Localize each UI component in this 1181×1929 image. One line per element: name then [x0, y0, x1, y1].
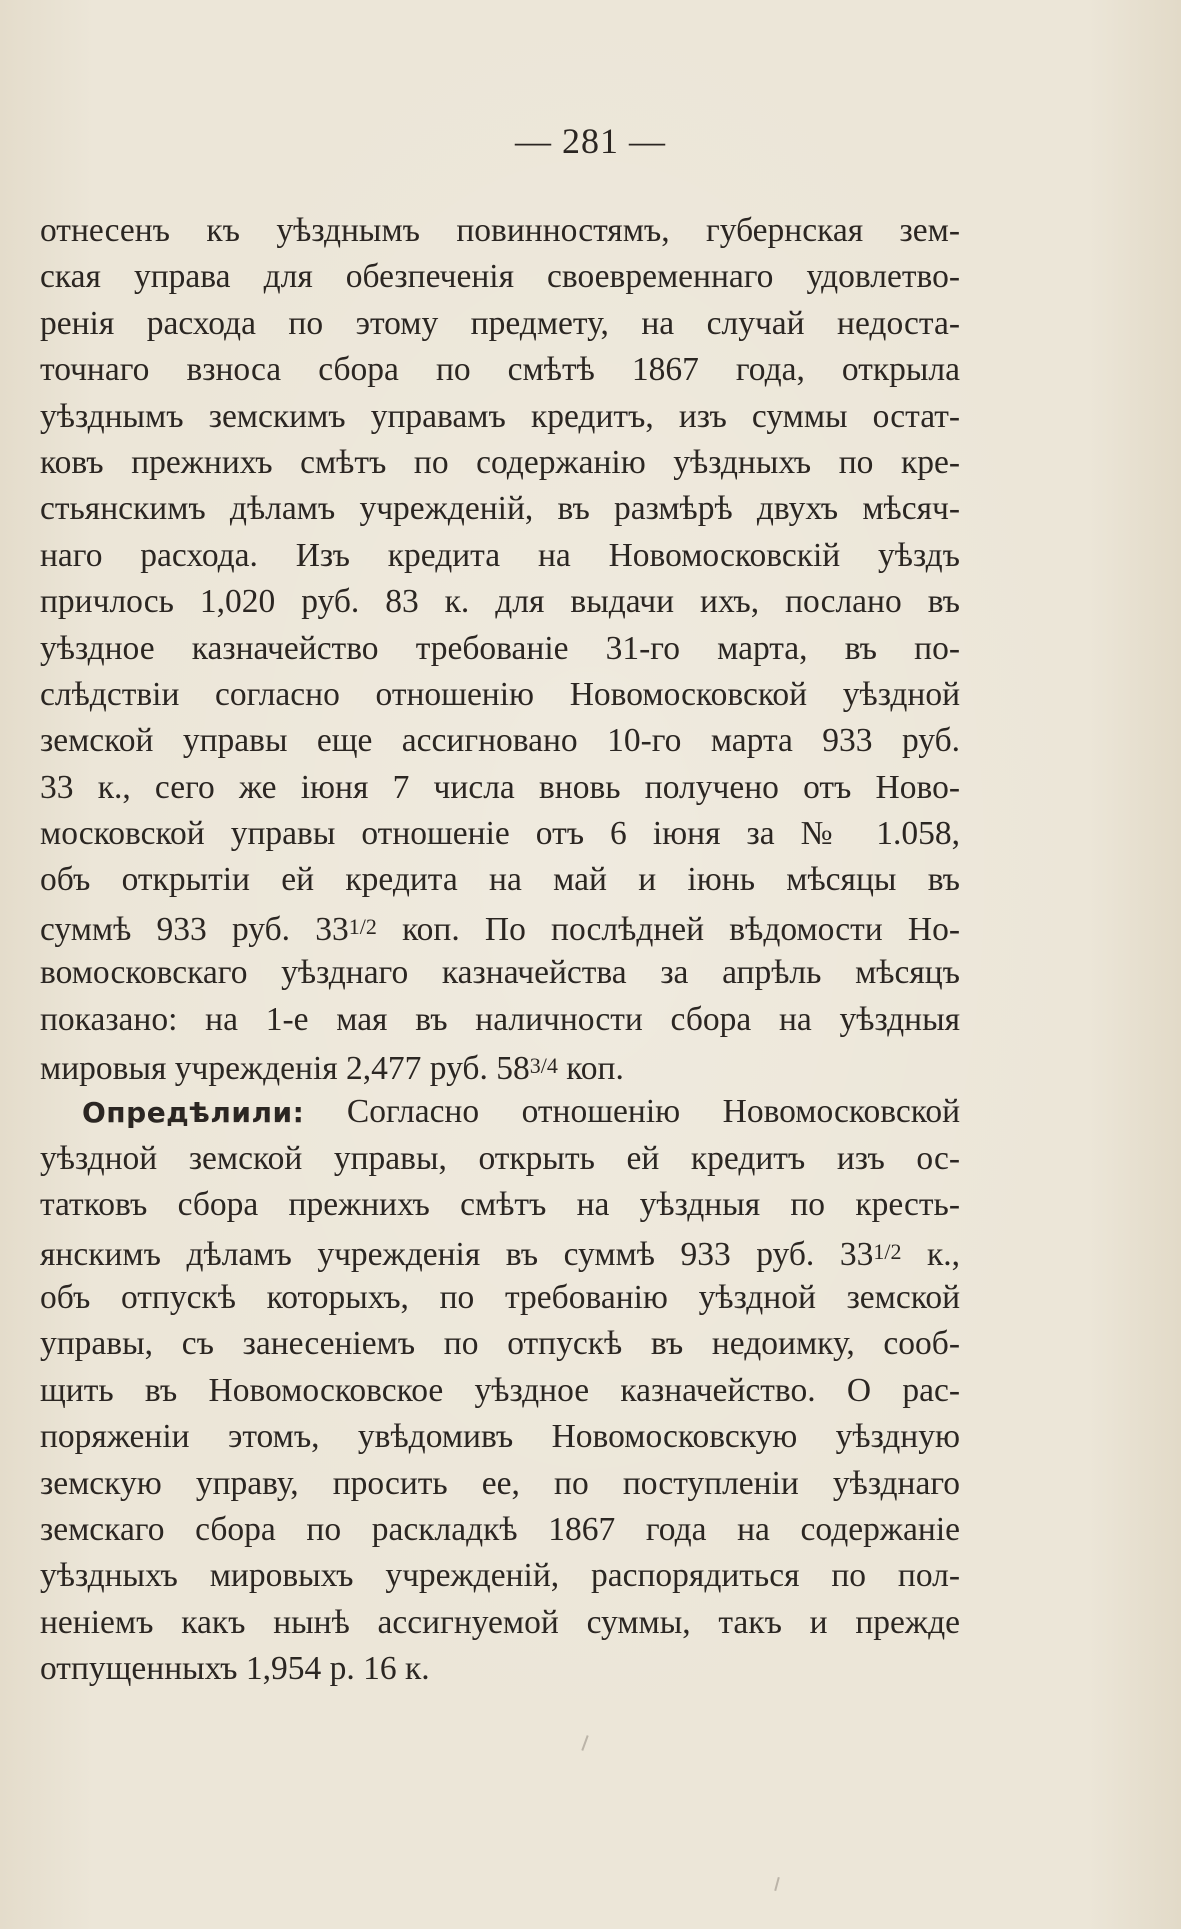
text-line — [40, 1229, 960, 1275]
text-fragment: Согласно отношенію Новомосковской — [304, 1093, 960, 1131]
resolution-heading: Опредѣлили: — [82, 1096, 305, 1130]
text-fragment: коп. — [557, 1050, 624, 1088]
text-line: ренія расхода по этому предмету, на случай недоста- — [40, 304, 960, 342]
paper-mark — [774, 1877, 780, 1891]
text-line: точнаго взноса сбора по смѣтѣ 1867 года, открыла — [40, 351, 960, 389]
text-fragment: к., — [901, 1235, 960, 1273]
text-line: щить въ Новомосковское уѣздное казначейство. О рас- — [40, 1371, 960, 1409]
text-line: татковъ сбора прежнихъ смѣтъ на уѣздныя по кресть- — [40, 1186, 960, 1224]
text-line: земскую управу, просить ее, по поступленіи уѣзднаго — [40, 1464, 960, 1502]
body-text — [40, 208, 960, 1693]
text-line: причлось 1,020 руб. 83 к. для выдачи ихъ, послано въ — [40, 583, 960, 621]
text-line: наго расхода. Изъ кредита на Новомосковскій уѣздъ — [40, 536, 960, 574]
text-line: отпущенныхъ 1,954 р. 16 к. — [40, 1650, 430, 1688]
text-line: уѣзднымъ земскимъ управамъ кредитъ, изъ суммы остат- — [40, 397, 960, 435]
page-number: — 281 — — [515, 121, 666, 161]
text-line: неніемъ какъ нынѣ ассигнуемой суммы, такъ и прежде — [40, 1603, 960, 1641]
text-fragment: коп. По послѣдней вѣдомости Но- — [376, 910, 960, 948]
fraction: 3/4 — [529, 1053, 558, 1079]
text-fragment: суммѣ 933 руб. 33 — [40, 910, 349, 948]
text-line: слѣдствіи согласно отношенію Новомосковской уѣздной — [40, 675, 960, 713]
paper-mark — [581, 1735, 588, 1751]
text-line: уѣздное казначейство требованіе 31-го марта, въ по- — [40, 629, 960, 667]
text-line: стьянскимъ дѣламъ учрежденій, въ размѣрѣ двухъ мѣсяч- — [40, 490, 960, 528]
text-line: ковъ прежнихъ смѣтъ по содержанію уѣздныхъ по кре- — [40, 443, 960, 481]
text-line — [40, 1089, 960, 1135]
text-line — [40, 904, 960, 950]
text-fragment: янскимъ дѣламъ учрежденія въ суммѣ 933 руб. 33 — [40, 1235, 874, 1273]
text-line: объ открытіи ей кредита на май и іюнь мѣсяцы въ — [40, 861, 960, 899]
text-line: уѣздныхъ мировыхъ учрежденій, распорядиться по пол- — [40, 1557, 960, 1595]
text-line: отнесенъ къ уѣзднымъ повинностямъ, губернская зем- — [40, 212, 960, 249]
text-line: поряженіи этомъ, увѣдомивъ Новомосковскую уѣздную — [40, 1418, 960, 1456]
text-line: объ отпускѣ которыхъ, по требованію уѣздной земской — [40, 1278, 960, 1316]
text-line: ская управа для обезпеченія своевременнаго удовлетво- — [40, 258, 960, 296]
text-line: земской управы еще ассигновано 10-го марта 933 руб. — [40, 722, 960, 760]
text-line: 33 к., сего же іюня 7 числа вновь получено отъ Ново- — [40, 768, 960, 806]
text-line: вомосковскаго уѣзднаго казначейства за апрѣль мѣсяцъ — [40, 954, 960, 992]
text-line: московской управы отношеніе отъ 6 іюня за № 1.058, — [40, 815, 960, 853]
text-line: показано: на 1-е мая въ наличности сбора на уѣздныя — [40, 1000, 960, 1038]
fraction: 1/2 — [348, 913, 377, 939]
text-line — [40, 1043, 960, 1089]
text-line: управы, съ занесеніемъ по отпускѣ въ недоимку, сооб- — [40, 1325, 960, 1363]
text-fragment: мировыя учрежденія 2,477 руб. 58 — [40, 1050, 530, 1088]
text-line: уѣздной земской управы, открыть ей кредитъ изъ ос- — [40, 1139, 960, 1177]
fraction: 1/2 — [873, 1238, 902, 1264]
text-line: земскаго сбора по раскладкѣ 1867 года на содержаніе — [40, 1510, 960, 1548]
